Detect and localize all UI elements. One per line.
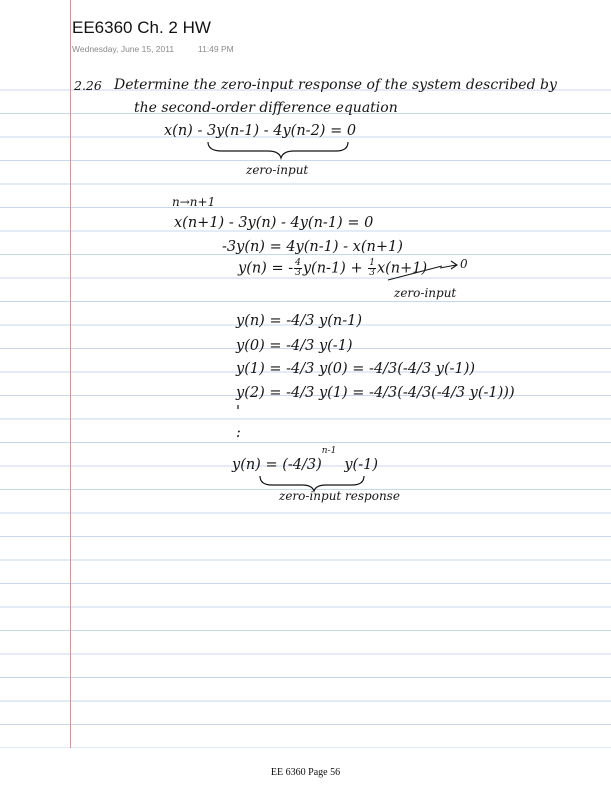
substitution-note: n→n+1 [172, 195, 216, 209]
problem-line-2: the second-order difference equation [134, 100, 398, 116]
step-3-part-c: x(n+1) [376, 260, 428, 277]
ellipsis: : [236, 425, 241, 441]
brace-zero-input-response [260, 476, 364, 491]
problem-number: 2.26 [74, 78, 102, 93]
recurrence-general: y(n) = -4/3 y(n-1) [236, 313, 363, 329]
brace-zero-input [208, 142, 348, 158]
step-3-part-a: y(n) = - [238, 260, 294, 277]
fraction-one-third: $\frac{1}{3}$ [369, 258, 375, 278]
result-exponent: n-1 [321, 446, 337, 456]
recurrence-y1: y(1) = -4/3 y(0) = -4/3(-4/3 y(-1)) [236, 361, 476, 377]
recurrence-y0: y(0) = -4/3 y(-1) [236, 338, 353, 354]
step-3-part-b: y(n-1) + [302, 260, 368, 277]
strike-line [388, 266, 442, 280]
step-2: -3y(n) = 4y(n-1) - x(n+1) [222, 239, 403, 255]
problem-line-1: Determine the zero-input response of the system described by [114, 77, 557, 93]
step-1: x(n+1) - 3y(n) - 4y(n-1) = 0 [174, 215, 374, 231]
result-lhs: y(n) = [232, 456, 283, 473]
page-footer: EE 6360 Page 56 [270, 767, 341, 778]
fraction-four-thirds: $\frac{4}{3}$ [295, 258, 301, 278]
result-base: (-4/3) [282, 456, 322, 473]
arrow-target-zero: 0 [460, 257, 468, 271]
result-label: zero-input response [279, 489, 400, 503]
recurrence-y2: y(2) = -4/3 y(1) = -4/3(-4/3(-4/3 y(-1))) [236, 385, 515, 401]
brace-label-zero-input: zero-input [246, 163, 309, 177]
problem-equation: x(n) - 3y(n-1) - 4y(n-2) = 0 [164, 123, 357, 139]
result-rhs: y(-1) [344, 456, 378, 473]
page-date: Wednesday, June 15, 2011 [72, 44, 175, 54]
page-time: 11:49 PM [198, 44, 234, 54]
page-title: EE6360 Ch. 2 HW [72, 18, 211, 37]
step-3-note: zero-input [394, 286, 457, 300]
